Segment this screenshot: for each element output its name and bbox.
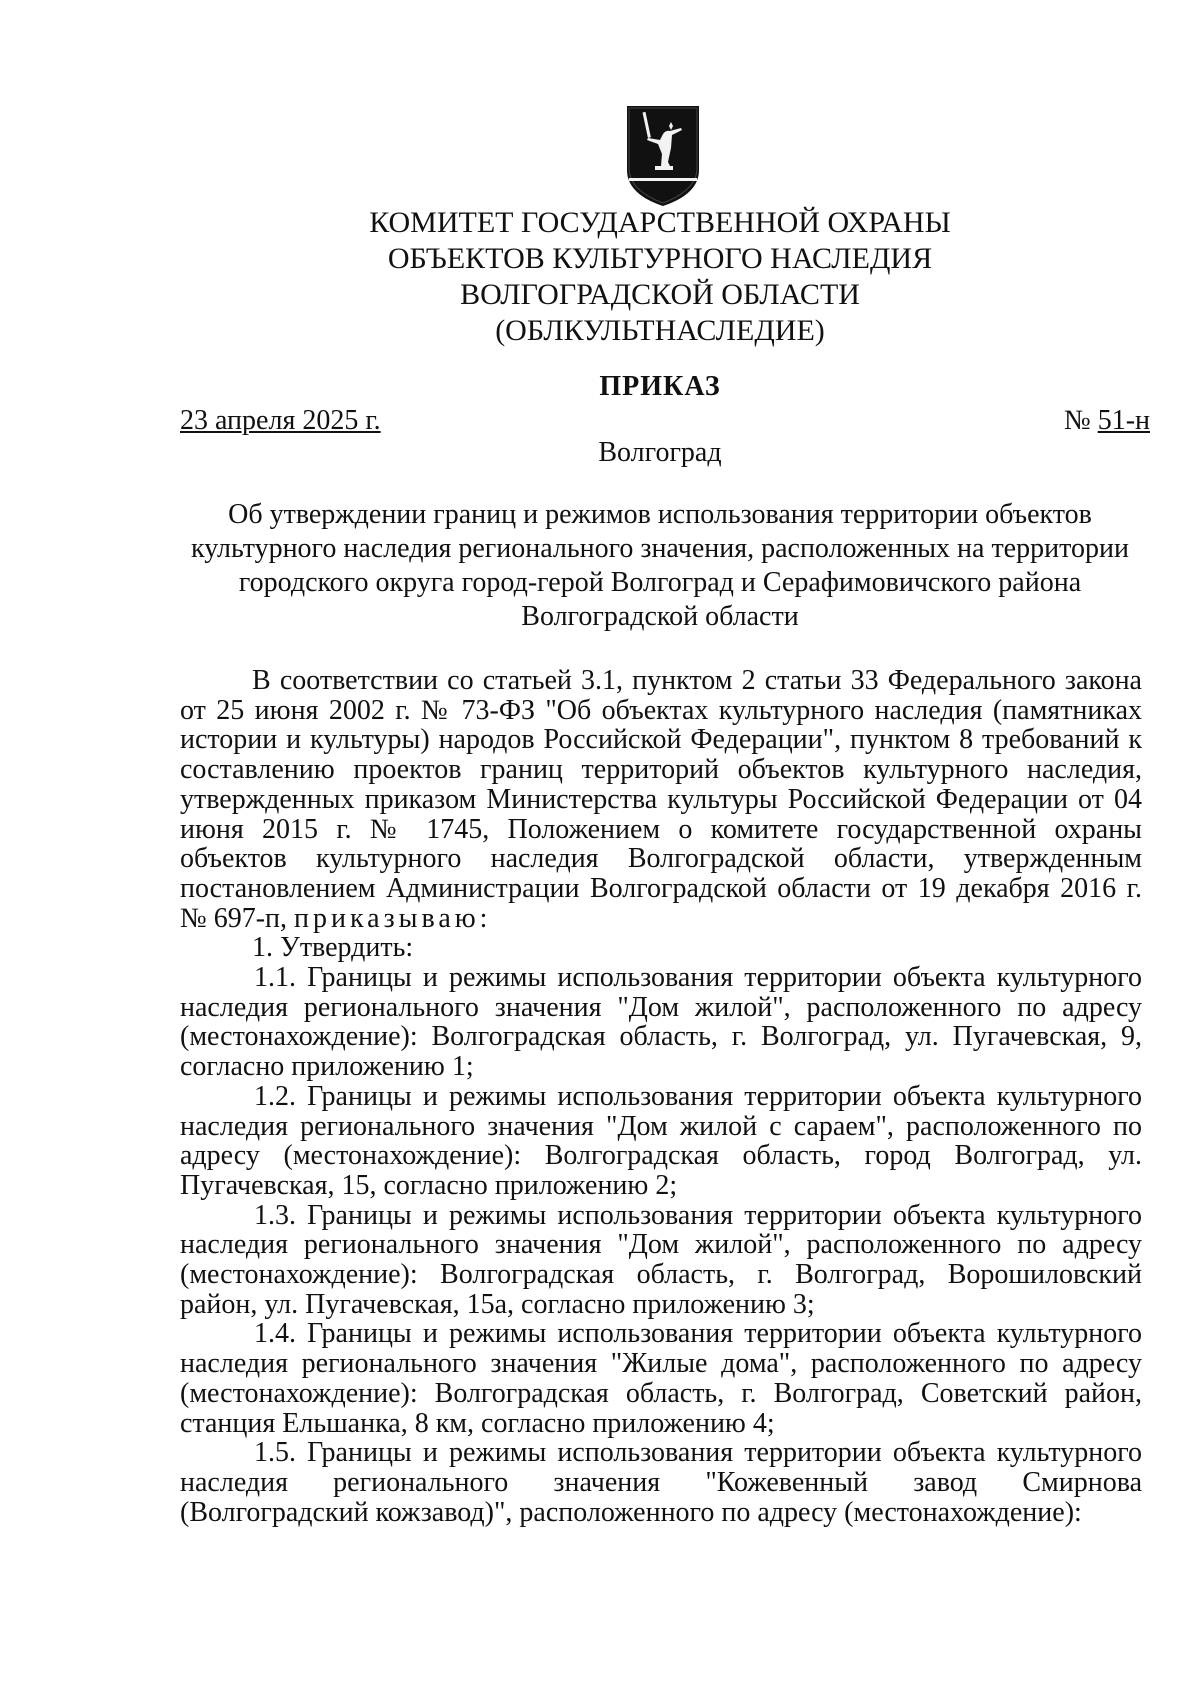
org-line-3: ВОЛГОГРАДСКОЙ ОБЛАСТИ: [460, 278, 860, 311]
order-body: [180, 666, 1142, 1527]
volgograd-coat-of-arms-icon: [625, 104, 701, 208]
organization-name: [300, 205, 1020, 349]
order-number-value: 51-н: [1097, 405, 1150, 436]
org-line-4: (ОБЛКУЛЬТНАСЛЕДИЕ): [495, 314, 825, 347]
order-subject: Об утверждении границ и режимов использования территории объектов культурного наследия регионального значения, расположенных на территории городского округа город-герой Волгоград и Серафимовичского района Волгоградской области: [191, 499, 1129, 632]
order-title: ПРИКАЗ: [599, 371, 721, 402]
preamble-text: В соответствии со статьей 3.1, пунктом 2 статьи 33 Федерального закона от 25 июня 2002 г. № 73-ФЗ "Об объектах культурного наследия (памятниках истории и культуры) народов Российской Федерации", пунктом 8 требований к составлению проектов границ территорий объектов культурного наследия, утвержденных приказом Министерства культуры Российской Федерации от 04 июня 2015 г. № 1745, Положением о комитете государственной охраны объектов культурного наследия Волгоградской области, утвержденным постановлением Администрации Волгоградской области от 19 декабря 2016 г. № 697-п,: [180, 665, 1142, 934]
order-number: [1064, 404, 1150, 438]
preamble-paragraph: [180, 666, 1142, 933]
org-line-1: КОМИТЕТ ГОСУДАРСТВЕННОЙ ОХРАНЫ: [369, 206, 951, 239]
order-date: 23 апреля 2025 г.: [180, 405, 381, 436]
item-1-5: 1.5. Границы и режимы использования территории объекта культурного наследия регионального значения "Кожевенный завод Смирнова (Волгоградский кожзавод)", расположенного по адресу (местонахождение):: [180, 1437, 1142, 1528]
item-1-4: 1.4. Границы и режимы использования территории объекта культурного наследия регионального значения "Жилые дома", расположенного по адресу (местонахождение): Волгоградская область, г. Волгоград, Советский район, станция Ельшанка, 8 км, согласно приложению 4;: [180, 1318, 1142, 1439]
item-1-3: 1.3. Границы и режимы использования территории объекта культурного наследия регионального значения "Дом жилой", расположенного по адресу (местонахождение): Волгоградская область, г. Волгоград, Ворошиловский район, ул. Пугачевская, 15а, согласно приложению 3;: [180, 1199, 1142, 1320]
item-1-2: 1.2. Границы и режимы использования территории объекта культурного наследия регионального значения "Дом жилой с сараем", расположенного по адресу (местонахождение): Волгоградская область, город Волгоград, ул. Пугачевская, 15, согласно приложению 2;: [180, 1080, 1142, 1201]
order-city: Волгоград: [598, 437, 722, 468]
preamble-action: приказываю:: [294, 902, 492, 934]
item-1: 1. Утвердить:: [252, 932, 414, 964]
order-number-prefix: №: [1063, 405, 1098, 436]
org-line-2: ОБЪЕКТОВ КУЛЬТУРНОГО НАСЛЕДИЯ: [387, 242, 933, 275]
item-1-1: 1.1. Границы и режимы использования территории объекта культурного наследия регионального значения "Дом жилой", расположенного по адресу (местонахождение): Волгоградская область, г. Волгоград, ул. Пугачевская, 9, согласно приложению 1;: [180, 962, 1142, 1083]
